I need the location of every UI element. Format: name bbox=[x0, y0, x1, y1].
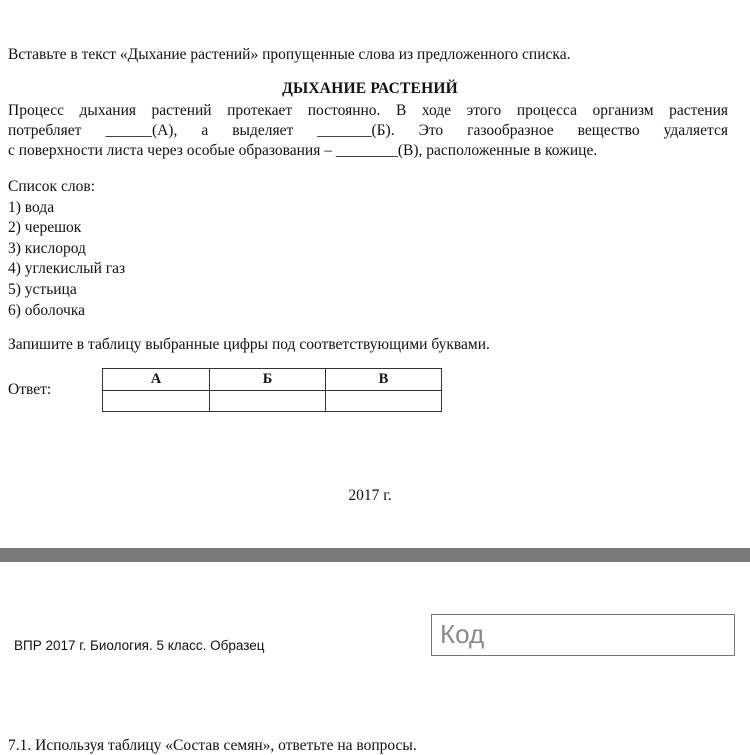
list-item: 2) черешок bbox=[8, 219, 82, 237]
list-item: 1) вода bbox=[8, 198, 55, 216]
text-title: ДЫХАНИЕ РАСТЕНИЙ bbox=[282, 80, 458, 97]
instruction-text: Вставьте в текст «Дыхание растений» пропущенные слова из предложенного списка. bbox=[8, 46, 571, 63]
passage-line-1: Процесс дыхания растений протекает постоянно. В ходе этого процесса организм растения bbox=[8, 102, 728, 119]
answer-header-v: В bbox=[326, 369, 442, 391]
page-year: 2017 г. bbox=[348, 487, 392, 504]
answer-table-header-row bbox=[103, 369, 442, 391]
list-item: 6) оболочка bbox=[8, 301, 86, 319]
passage-line-2: потребляет ______(А), а выделяет _______(Б). Это газообразное вещество удаляется bbox=[8, 122, 728, 139]
word-list-heading: Список слов: bbox=[8, 178, 95, 195]
task-instruction: Запишите в таблицу выбранные цифры под соответствующими буквами. bbox=[8, 336, 490, 353]
answer-label: Ответ: bbox=[8, 381, 52, 398]
answer-cell-a[interactable] bbox=[103, 391, 210, 412]
list-item: 4) углекислый газ bbox=[8, 260, 126, 278]
answer-table-input-row bbox=[103, 391, 442, 412]
answer-cell-v[interactable] bbox=[326, 391, 442, 412]
code-field[interactable] bbox=[431, 614, 735, 656]
answer-table bbox=[102, 368, 442, 412]
passage-paragraph bbox=[8, 101, 728, 161]
answer-header-b: Б bbox=[210, 369, 326, 391]
list-item: 5) устьица bbox=[8, 280, 77, 298]
word-list bbox=[8, 177, 125, 321]
answer-cell-b[interactable] bbox=[210, 391, 326, 412]
page-header-title: ВПР 2017 г. Биология. 5 класс. Образец bbox=[14, 638, 265, 653]
next-task-text: 7.1. Используя таблицу «Состав семян», ответьте на вопросы. bbox=[8, 737, 417, 754]
passage-line-3: с поверхности листа через особые образования – ________(В), расположенные в кожице. bbox=[8, 142, 598, 159]
list-item: 3) кислород bbox=[8, 239, 86, 257]
code-label: Код bbox=[440, 619, 485, 649]
page-divider bbox=[0, 548, 750, 562]
answer-header-a: А bbox=[103, 369, 210, 391]
